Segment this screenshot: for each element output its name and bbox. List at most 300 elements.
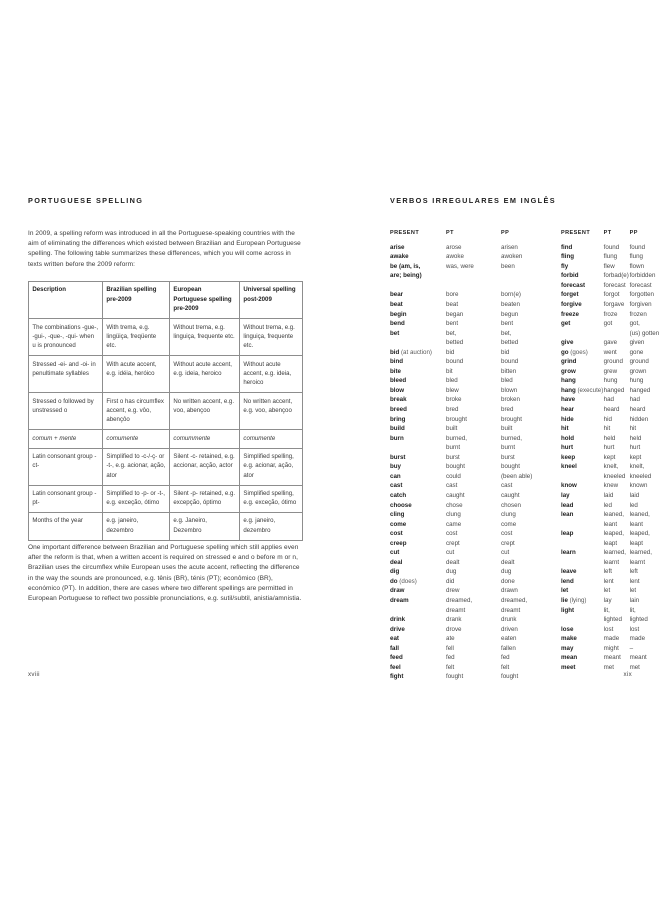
cell-pp: hung	[629, 377, 644, 385]
verb-row	[390, 348, 561, 358]
cell-pt: lent	[603, 577, 614, 585]
cell-present: fight	[390, 673, 404, 681]
cell-european: Silent -c- retained, e.g. accionar, acção, actor	[170, 448, 240, 485]
verb-row	[390, 558, 561, 568]
col-header-pt: PT	[603, 230, 612, 236]
cell-pt: let	[603, 587, 611, 595]
verb-row	[390, 625, 561, 635]
col-header-pp: PP	[501, 230, 510, 236]
cell-pt: did	[446, 577, 455, 585]
cell-pt: dreamt	[446, 606, 466, 614]
verb-row	[390, 606, 561, 616]
table-row	[29, 430, 303, 448]
cell-pp: driven	[501, 625, 518, 633]
cell-present: lose	[561, 625, 574, 633]
cell-pt: bore	[446, 291, 459, 299]
verb-row	[390, 357, 561, 367]
verb-row	[561, 290, 660, 300]
verb-row	[390, 653, 561, 663]
verb-row	[561, 577, 660, 587]
cell-pp: bent	[501, 320, 514, 328]
cell-pp: led	[629, 501, 638, 509]
cell-pp: bid	[501, 348, 510, 356]
verb-row	[561, 338, 660, 348]
cell-pp: bound	[501, 358, 519, 366]
verb-row	[561, 567, 660, 577]
cell-pp: left	[629, 568, 638, 576]
cell-pt: forbad(e)	[603, 272, 629, 280]
intro-paragraph: In 2009, a spelling reform was introduced in all the Portuguese-speaking countries with the aim of eliminating the differences which existed between Brazilian and European Portuguese spelling. The following table summarizes these differences, which you will come across in texts written before the 2009 reform:	[28, 230, 301, 268]
verb-row	[390, 520, 561, 530]
cell-present: mean	[561, 654, 578, 662]
cell-pt: went	[603, 348, 617, 356]
col-header-pt: PT	[446, 230, 454, 236]
cell-present: awake	[390, 253, 409, 261]
cell-pp: (us) gotten	[629, 329, 660, 337]
verb-row	[390, 338, 561, 348]
cell-present: get	[561, 320, 571, 328]
cell-pp: grown	[629, 367, 647, 375]
cell-present: eat	[390, 635, 399, 643]
cell-pp: dreamt	[501, 606, 521, 614]
cell-present: draw	[390, 587, 405, 595]
cell-pt: ground	[603, 358, 623, 366]
cell-pp: hit	[629, 425, 637, 433]
cell-pp: (been able)	[501, 472, 533, 480]
verb-row	[390, 243, 561, 253]
verb-table-left	[390, 229, 561, 682]
cell-pt: fought	[446, 673, 464, 681]
cell-present: let	[561, 587, 569, 595]
verb-row	[561, 310, 660, 320]
verb-row	[561, 424, 660, 434]
cell-pp: clung	[501, 511, 516, 519]
cell-pt: bought	[446, 463, 465, 471]
verb-header-row	[561, 229, 660, 243]
verb-row	[390, 567, 561, 577]
cell-pt: caught	[446, 491, 465, 499]
cell-pp: lost	[629, 625, 640, 633]
cell-pt	[446, 281, 501, 291]
verb-row	[561, 644, 660, 654]
cell-description: Stressed -ei- and -oi- in penultimate syllables	[29, 356, 103, 393]
verb-row	[561, 586, 660, 596]
table-row	[29, 448, 303, 485]
cell-pt: chose	[446, 501, 463, 509]
verb-table-right	[561, 229, 660, 672]
cell-pp: leaped,	[629, 530, 650, 538]
table-row	[29, 393, 303, 430]
cell-present: be (am, is,	[390, 262, 421, 270]
portuguese-spelling-table	[28, 281, 303, 541]
cell-present: feel	[390, 663, 401, 671]
cell-pp: eaten	[501, 635, 517, 643]
cell-present: lie (lying)	[561, 596, 587, 604]
cell-pp: –	[629, 644, 634, 652]
verb-row	[390, 501, 561, 511]
cell-pt: crept	[446, 539, 460, 547]
cell-present: lean	[561, 511, 574, 519]
cell-present: give	[561, 339, 574, 347]
verb-row	[390, 319, 561, 329]
verb-row	[561, 606, 660, 616]
verb-row	[390, 529, 561, 539]
cell-pt: ate	[446, 635, 455, 643]
cell-pt: learned,	[603, 549, 627, 557]
verb-row	[561, 243, 660, 253]
cell-pp: leaned,	[629, 511, 650, 519]
cell-pt: clung	[446, 511, 461, 519]
cell-description: comum + mente	[29, 430, 103, 448]
cell-present: can	[390, 472, 401, 480]
page-title: PORTUGUESE SPELLING	[28, 196, 144, 205]
cell-present: know	[561, 482, 577, 490]
cell-pt: betted	[446, 339, 464, 347]
cell-brazilian: Simplified to -p- or -t-, e.g. exceção, ótimo	[103, 485, 170, 513]
cell-pt: fed	[446, 654, 455, 662]
cell-universal: e.g. janeiro, dezembro	[240, 513, 303, 541]
cell-pp: fallen	[501, 644, 516, 652]
cell-pp: beaten	[501, 301, 520, 309]
cell-pt: lit,	[603, 606, 610, 614]
cell-brazilian: First o has circumflex accent, e.g. vôo, abençôo	[103, 393, 170, 430]
cell-pp: flown	[629, 262, 645, 270]
verb-row	[390, 415, 561, 425]
cell-present: lead	[561, 501, 574, 509]
cell-pp: chosen	[501, 501, 521, 509]
cell-pt	[604, 329, 630, 339]
cell-pp	[501, 271, 561, 281]
cell-present: buy	[390, 463, 402, 471]
cell-pt: lay	[603, 596, 612, 604]
cell-pp: betted	[501, 339, 519, 347]
verb-row	[390, 596, 561, 606]
verb-row	[561, 501, 660, 511]
cell-pp: bought	[501, 463, 520, 471]
col-header-present: PRESENT	[390, 230, 420, 236]
cell-pt: fell	[446, 644, 454, 652]
cell-pt: hit	[603, 425, 611, 433]
cell-present: keep	[561, 453, 576, 461]
cell-pt: hurt	[603, 444, 615, 452]
cell-european: Without trema, e.g. linguiça, frequente etc.	[170, 319, 240, 356]
cell-brazilian: With acute accent, e.g. idéia, heróico	[103, 356, 170, 393]
verb-row	[390, 510, 561, 520]
cell-pt: bid	[446, 348, 455, 356]
verb-row	[561, 386, 660, 396]
cell-pt: meant	[603, 654, 621, 662]
cell-present: forecast	[561, 281, 586, 289]
verb-row	[561, 357, 660, 367]
cell-present	[561, 472, 604, 482]
cell-present: find	[561, 243, 573, 251]
cell-pp	[501, 281, 561, 291]
verb-row	[561, 653, 660, 663]
cell-pp: held	[629, 434, 642, 442]
cell-pt: built	[446, 425, 458, 433]
cell-present: are; being)	[390, 272, 422, 280]
cell-present: leap	[561, 530, 574, 538]
cell-present: leave	[561, 568, 577, 576]
verb-row	[561, 634, 660, 644]
verb-row	[561, 558, 660, 568]
verb-row	[561, 625, 660, 635]
cell-present: freeze	[561, 310, 579, 318]
verb-row	[390, 634, 561, 644]
cell-pp: bled	[501, 377, 513, 385]
verb-rows-left	[390, 243, 561, 682]
cell-pp: leant	[629, 520, 643, 528]
cell-pt: bound	[446, 358, 464, 366]
cell-pt: got	[603, 320, 613, 328]
cell-pt: made	[603, 635, 620, 643]
verb-row	[390, 300, 561, 310]
right-page	[330, 0, 660, 900]
cell-pt: could	[446, 472, 461, 480]
cell-pp: learnt	[629, 558, 646, 566]
table-row	[29, 513, 303, 541]
verb-row	[561, 481, 660, 491]
cell-pp: arisen	[501, 243, 518, 251]
cell-pt: cost	[446, 530, 458, 538]
verb-header-row	[390, 229, 561, 243]
cell-pt: grew	[603, 367, 618, 375]
cell-present: bring	[390, 415, 406, 423]
cell-pt	[446, 271, 501, 281]
cell-pt: leapt	[603, 539, 618, 547]
cell-universal: comumente	[240, 430, 303, 448]
cell-present	[390, 606, 446, 616]
verb-row	[390, 644, 561, 654]
verb-row	[561, 520, 660, 530]
irregular-verbs-block-right	[561, 229, 660, 672]
cell-pp: hurt	[629, 444, 641, 452]
cell-pp: forecast	[629, 281, 652, 289]
cell-present: fly	[561, 262, 569, 270]
cell-pt: held	[603, 434, 616, 442]
table-row	[29, 319, 303, 356]
cell-present: fall	[390, 644, 399, 652]
cell-present: bend	[390, 320, 405, 328]
cell-pt: leaned,	[603, 511, 624, 519]
cell-present	[390, 338, 446, 348]
cell-present	[561, 615, 604, 625]
verb-row	[390, 548, 561, 558]
verb-row	[561, 367, 660, 377]
cell-pt: was, were	[446, 262, 474, 270]
verb-row	[390, 290, 561, 300]
cell-pp: dealt	[501, 558, 515, 566]
cell-pt: flew	[603, 262, 615, 270]
cell-pp: ground	[629, 358, 649, 366]
cell-pp: lighted	[629, 616, 648, 624]
verb-row	[561, 539, 660, 549]
verb-row	[561, 281, 660, 291]
cell-present: hear	[561, 406, 575, 414]
cell-present: lend	[561, 577, 574, 585]
cell-pp: dreamed,	[501, 596, 528, 604]
verb-row	[390, 262, 561, 272]
cell-pt: drew	[446, 587, 460, 595]
cell-pp: awoken	[501, 253, 523, 261]
verb-row	[390, 443, 561, 453]
verb-row	[561, 415, 660, 425]
verb-row	[390, 615, 561, 625]
verb-row	[561, 329, 660, 339]
cell-pp: hanged	[629, 386, 651, 394]
cell-pt: bit	[446, 367, 453, 375]
outro-paragraph: One important difference between Brazilian and Portuguese spelling which still applies even after the reform is that, when a written accent is required on stressed e and o before m or n, Brazilian uses the circumflex while European uses the acute accent, reflecting the difference in the way the sounds are pronounced, e.g. tênis (BR), ténis (PT); econômico (BR), económico (PT). In addition, there are cases where two different spellings are permitted in European Portuguese to reflect two possible pronunciations, e.g. sutil/subtil, anistia/amnistia.	[28, 544, 302, 603]
cell-pt: found	[603, 243, 620, 251]
cell-pp: burst	[501, 453, 515, 461]
cell-pp: leapt	[629, 539, 643, 547]
cell-pp: bred	[501, 406, 514, 414]
cell-pp: forgotten	[629, 291, 655, 299]
verb-row	[561, 596, 660, 606]
verb-row	[561, 529, 660, 539]
cell-present: hide	[561, 415, 574, 423]
cell-pp: blown	[501, 386, 518, 394]
cell-pp: bitten	[501, 367, 517, 375]
cell-universal: Simplified spelling, e.g. acionar, ação, ator	[240, 448, 303, 485]
verb-row	[561, 405, 660, 415]
cell-pt: lost	[603, 625, 614, 633]
cell-european: Silent -p- retained, e.g. excepção, óptimo	[170, 485, 240, 513]
cell-pp: caught	[501, 491, 520, 499]
verb-row	[561, 453, 660, 463]
cell-present: hit	[561, 425, 569, 433]
cell-present: cut	[390, 549, 400, 557]
cell-present	[390, 281, 446, 291]
cell-pp: forgiven	[629, 301, 652, 309]
cell-pt: forgave	[603, 301, 625, 309]
cell-present: meet	[561, 663, 576, 671]
cell-present: hurt	[561, 444, 574, 452]
cell-present: grind	[561, 358, 577, 366]
cell-european: No written accent, e.g. voo, abençoo	[170, 393, 240, 430]
cell-pt: dug	[446, 568, 457, 576]
cell-present: bite	[390, 367, 402, 375]
cell-pt: hanged	[603, 386, 625, 394]
cell-pp: born(e)	[501, 291, 521, 299]
spelling-table-body	[29, 319, 303, 540]
cell-pt: burst	[446, 453, 460, 461]
cell-pt: knelt,	[603, 463, 619, 471]
cell-pt: came	[446, 520, 462, 528]
cell-pt: might	[603, 644, 619, 652]
cell-pt: forecast	[603, 281, 626, 289]
cell-pp: known	[629, 482, 648, 490]
cell-brazilian: e.g. janeiro, dezembro	[103, 513, 170, 541]
verb-row	[390, 481, 561, 491]
table-header-row	[29, 282, 303, 319]
cell-pp: bet,	[501, 329, 512, 337]
cell-present: beat	[390, 301, 403, 309]
col-header-description: Description	[29, 282, 103, 319]
verb-row	[390, 424, 561, 434]
cell-pp: cast	[501, 482, 513, 490]
cell-pp: drunk	[501, 616, 517, 624]
cell-present: make	[561, 635, 577, 643]
cell-present: come	[390, 520, 407, 528]
cell-pp: let	[629, 587, 637, 595]
cell-pp: come	[501, 520, 517, 528]
verb-row	[561, 348, 660, 358]
cell-pt: led	[603, 501, 612, 509]
cell-present: may	[561, 644, 574, 652]
cell-pp: hidden	[629, 415, 649, 423]
folio-right: xix	[623, 671, 632, 678]
cell-pt: met	[603, 663, 614, 671]
cell-present	[390, 443, 446, 453]
cell-pp: had	[629, 396, 640, 404]
cell-pp: fed	[501, 654, 510, 662]
cell-pt: learnt	[603, 558, 620, 566]
cell-pp: drawn	[501, 587, 518, 595]
cell-present: hang	[561, 377, 576, 385]
cell-present	[561, 539, 604, 549]
table-row	[29, 485, 303, 513]
cell-present: bear	[390, 291, 404, 299]
cell-pt: gave	[603, 339, 618, 347]
cell-pt: began	[446, 310, 464, 318]
verb-row	[390, 252, 561, 262]
cell-pt: hid	[603, 415, 612, 423]
cell-pp: been	[501, 262, 515, 270]
cell-pt: forgot	[603, 291, 620, 299]
cell-pp: gone	[629, 348, 644, 356]
cell-description: Months of the year	[29, 513, 103, 541]
cell-pp: lent	[629, 577, 640, 585]
cell-brazilian: With trema, e.g. lingüiça, freqüente etc.	[103, 319, 170, 356]
cell-present: burst	[390, 453, 406, 461]
cell-pt: dreamed,	[446, 596, 473, 604]
verb-row	[561, 434, 660, 444]
cell-pt: awoke	[446, 253, 464, 261]
cell-european: Without acute accent, e.g. ideia, heroico	[170, 356, 240, 393]
verb-row	[390, 386, 561, 396]
cell-pt: dealt	[446, 558, 460, 566]
cell-present: bet	[390, 329, 400, 337]
cell-brazilian: Simplified to -c-/-ç- or -t-, e.g. acionar, ação, ator	[103, 448, 170, 485]
cell-universal: Without acute accent, e.g. ideia, heroico	[240, 356, 303, 393]
cell-present: fling	[561, 253, 575, 261]
verb-row	[561, 491, 660, 501]
verb-row	[561, 300, 660, 310]
verb-row	[390, 672, 561, 682]
verb-row	[561, 510, 660, 520]
cell-pp: brought	[501, 415, 522, 423]
cell-pt: arose	[446, 243, 462, 251]
cell-pp: flung	[629, 253, 643, 261]
verb-row	[390, 376, 561, 386]
verb-rows-right	[561, 243, 660, 673]
cell-pt: beat	[446, 301, 459, 309]
verb-row	[390, 434, 561, 444]
cell-present	[561, 558, 604, 568]
verb-row	[561, 262, 660, 272]
cell-pp: begun	[501, 310, 519, 318]
verb-row	[390, 539, 561, 549]
cell-present: forbid	[561, 272, 579, 280]
cell-pt: laid	[603, 491, 614, 499]
cell-present: drive	[390, 625, 405, 633]
cell-european: comummente	[170, 430, 240, 448]
cell-pp: got,	[629, 320, 640, 328]
verb-row	[390, 462, 561, 472]
cell-pp: lit,	[629, 606, 636, 614]
cell-present: bind	[390, 358, 404, 366]
